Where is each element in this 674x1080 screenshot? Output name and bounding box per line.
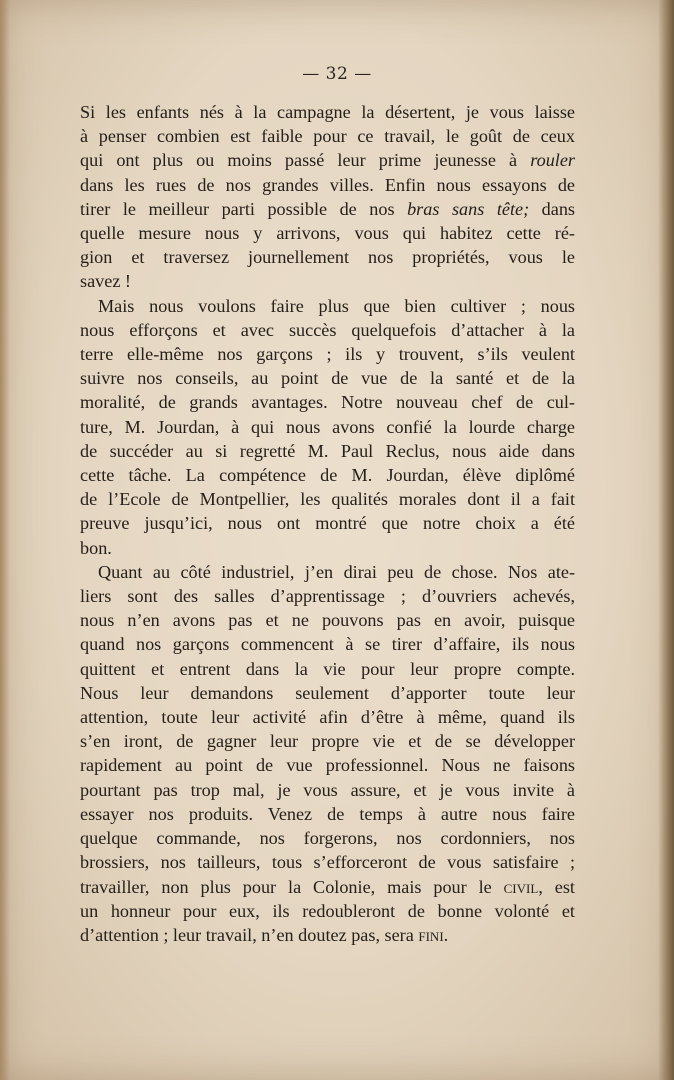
text-run: dans (529, 198, 575, 219)
text-run: essayer nos produits. Venez de temps à autre nous faire (80, 803, 575, 824)
page-left-edge (0, 0, 10, 1080)
text-run: attention, toute leur activité afin d’être à même, quand ils (80, 707, 575, 728)
text-line (80, 632, 575, 656)
text-line (80, 923, 575, 947)
text-line (80, 875, 575, 899)
page-right-edge (658, 0, 674, 1080)
text-line (80, 681, 575, 705)
text-line (80, 487, 575, 511)
text-line (80, 802, 575, 826)
text-run: tirer le meilleur parti possible de nos (80, 198, 408, 219)
text-run: dans les rues de nos grandes villes. Enfin nous essayons de (80, 174, 575, 195)
text-run: preuve jusqu’ici, nous ont montré que notre choix a été (80, 513, 575, 534)
text-line (80, 439, 575, 463)
text-run: quand nos garçons commencent à se tirer d’affaire, ils nous (80, 634, 575, 655)
text-line (80, 124, 575, 148)
text-line (80, 584, 575, 608)
text-line (80, 778, 575, 802)
text-line (80, 221, 575, 245)
text-run: fini (418, 924, 444, 945)
text-run: bras sans tête; (407, 198, 530, 219)
text-run: rouler (530, 150, 575, 171)
text-line (80, 463, 575, 487)
text-run: de succéder au si regretté M. Paul Reclus, nous aide dans (80, 440, 575, 461)
text-run: de l’Ecole de Montpellier, les qualités morales dont il a fait (80, 489, 575, 510)
text-run: nous efforçons et avec succès quelquefois d’attacher à la (80, 319, 575, 340)
text-line (80, 850, 575, 874)
text-run: savez ! (80, 271, 131, 292)
text-line (80, 415, 575, 439)
paragraph (80, 294, 575, 560)
text-run: pourtant pas trop mal, je vous assure, et je vous invite à (80, 779, 575, 800)
text-line (80, 366, 575, 390)
text-run: qui ont plus ou moins passé leur prime jeunesse à (80, 150, 531, 171)
text-line (80, 826, 575, 850)
text-run: terre elle-même nos garçons ; ils y trouvent, s’ils veulent (80, 344, 575, 365)
text-run: quelque commande, nos forgerons, nos cordonniers, nos (80, 828, 575, 849)
text-run: Nous leur demandons seulement d’apporter toute leur (80, 682, 575, 703)
text-line (80, 753, 575, 777)
text-run: suivre nos conseils, au point de vue de la santé et de la (80, 368, 575, 389)
text-line (80, 390, 575, 414)
text-line (80, 705, 575, 729)
text-run: gion et traversez journellement nos propriétés, vous le (80, 247, 575, 268)
text-run: quelle mesure nous y arrivons, vous qui habitez cette ré- (80, 223, 575, 244)
text-run: moralité, de grands avantages. Notre nouveau chef de cul- (80, 392, 575, 413)
text-run: d’attention ; leur travail, n’en doutez pas, sera (80, 924, 419, 945)
text-run: . (443, 924, 449, 945)
text-line (80, 608, 575, 632)
text-line (80, 511, 575, 535)
text-line (80, 729, 575, 753)
text-line (80, 197, 575, 221)
text-run: Si les enfants nés à la campagne la désertent, je vous laisse (80, 102, 575, 122)
text-run: rapidement au point de vue professionnel. Nous ne faisons (80, 755, 575, 776)
text-run: Mais nous voulons faire plus que bien cultiver ; nous (98, 295, 575, 316)
text-line (80, 342, 575, 366)
text-line (80, 536, 575, 560)
text-line (80, 148, 575, 172)
paragraph (80, 100, 575, 294)
text-line (80, 899, 575, 923)
text-line (80, 100, 575, 124)
text-run: , est (538, 876, 575, 897)
text-run: à penser combien est faible pour ce travail, le goût de ceux (80, 126, 575, 147)
page-number: — 32 — (302, 64, 372, 84)
text-line (80, 245, 575, 269)
text-line (80, 173, 575, 197)
text-run: s’en iront, de gagner leur propre vie et de se développer (80, 731, 575, 752)
text-run: nous n’en avons pas et ne pouvons pas en avoir, puisque (80, 610, 575, 631)
text-line (80, 318, 575, 342)
text-line (80, 657, 575, 681)
text-run: ture, M. Jourdan, à qui nous avons confié la lourde charge (80, 416, 575, 437)
text-line (80, 269, 575, 293)
text-run: cette tâche. La compétence de M. Jourdan, élève diplômé (80, 465, 575, 486)
body-text (80, 100, 575, 947)
text-line (80, 294, 575, 318)
text-run: brossiers, nos tailleurs, tous s’efforceront de vous satisfaire ; (80, 852, 575, 873)
text-run: civil (503, 876, 539, 897)
text-run: un honneur pour eux, ils redoubleront de bonne volonté et (80, 900, 575, 921)
paragraph (80, 560, 575, 947)
text-run: quittent et entrent dans la vie pour leur propre compte. (80, 658, 575, 679)
text-line (80, 560, 575, 584)
text-run: liers sont des salles d’apprentissage ; d’ouvriers achevés, (80, 586, 575, 607)
text-run: travailler, non plus pour la Colonie, mais pour le (80, 876, 504, 897)
text-run: Quant au côté industriel, j’en dirai peu de chose. Nos ate- (98, 561, 575, 582)
text-run: bon. (80, 537, 112, 558)
